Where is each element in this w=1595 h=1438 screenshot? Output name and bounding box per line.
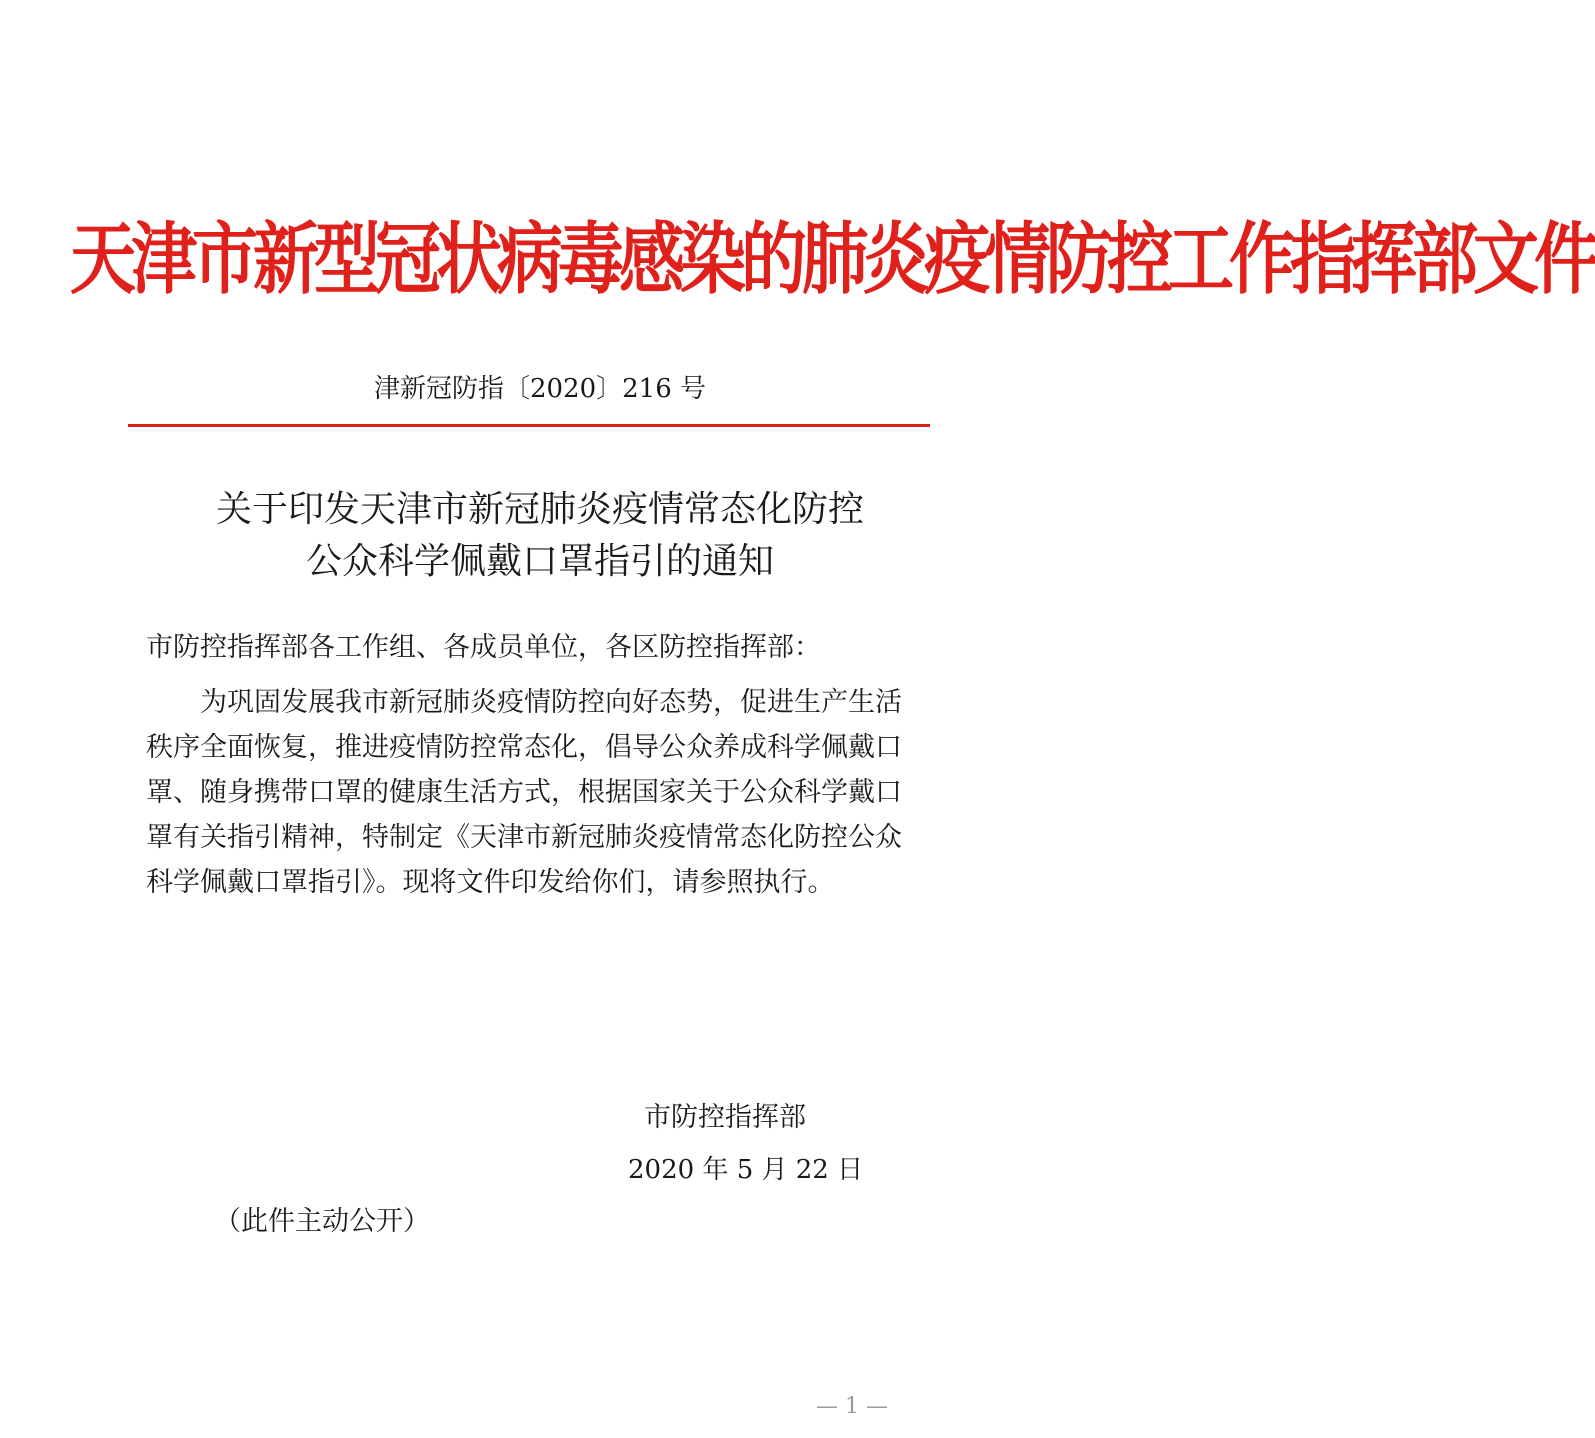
body-line: 为巩固发展我市新冠肺炎疫情防控向好态势，促进生产生活 [200, 687, 902, 718]
issue-date: 2020 年 5 月 22 日 [628, 1155, 864, 1185]
body-line: 秩序全面恢复，推进疫情防控常态化，倡导公众养成科学佩戴口 [146, 732, 902, 763]
notice-title-line: 公众科学佩戴口罩指引的通知 [305, 541, 774, 582]
addressee: 市防控指挥部各工作组、各成员单位，各区防控指挥部： [146, 632, 821, 663]
disclosure-note: （此件主动公开） [214, 1206, 430, 1237]
body-paragraph [146, 680, 946, 905]
notice-title-line: 关于印发天津市新冠肺炎疫情常态化防控 [215, 489, 864, 530]
body-line: 科学佩戴口罩指引》。现将文件印发给你们，请参照执行。 [146, 867, 835, 898]
page-number: — 1 — [816, 1394, 888, 1419]
body-line: 罩、随身携带口罩的健康生活方式，根据国家关于公众科学戴口 [146, 777, 902, 808]
issuer-title: 天津市新型冠状病毒感染的肺炎疫情防控工作指挥部文件 [70, 213, 1595, 305]
red-divider-line [128, 424, 930, 427]
document-number: 津新冠防指〔2020〕216 号 [373, 374, 707, 404]
signature: 市防控指挥部 [644, 1102, 806, 1133]
notice-title [0, 484, 1080, 588]
body-line: 罩有关指引精神，特制定《天津市新冠肺炎疫情常态化防控公众 [146, 822, 902, 853]
